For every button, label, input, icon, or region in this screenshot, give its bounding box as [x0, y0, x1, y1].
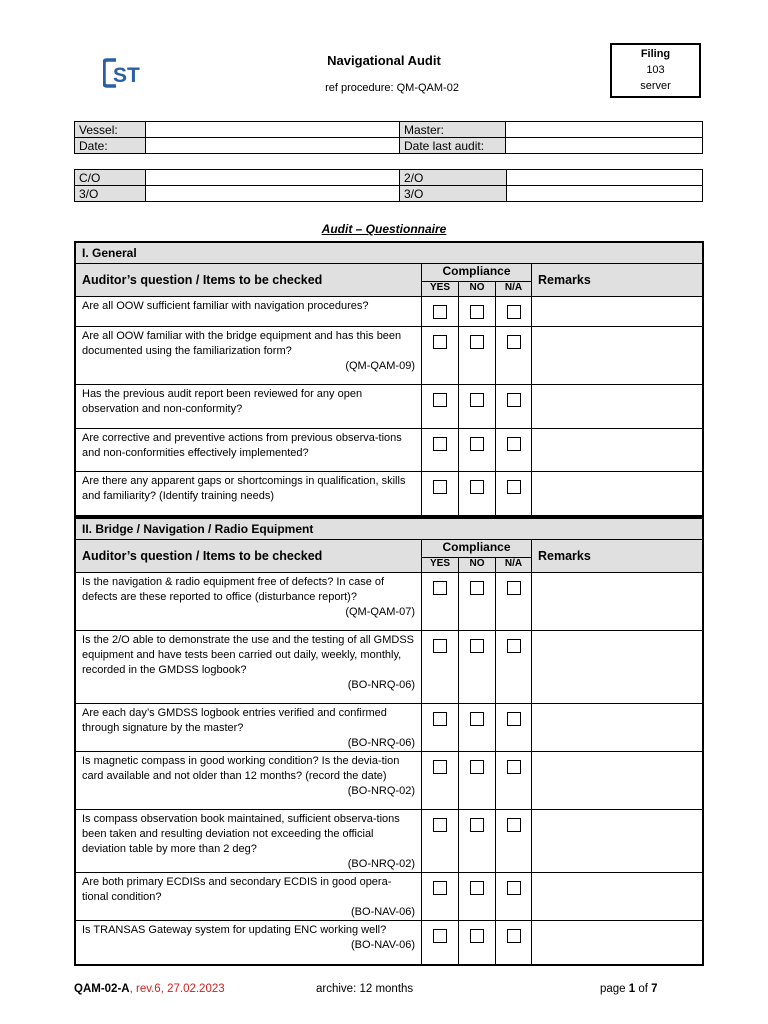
yes-checkbox[interactable] [433, 437, 447, 451]
na-checkbox[interactable] [507, 581, 521, 595]
ref-procedure: ref procedure: QM-QAM-02 [325, 82, 459, 94]
remarks-cell[interactable] [532, 704, 703, 752]
filing-number: 103 [646, 64, 665, 76]
yes-checkbox[interactable] [433, 760, 447, 774]
no-cell [459, 921, 496, 965]
question-reference: (BO-NRQ-02) [347, 785, 415, 797]
question-text: Is magnetic compass in good working condition? Is the devia-tion card available and not older than 12 months? (record the date) [82, 755, 400, 782]
yes-checkbox[interactable] [433, 393, 447, 407]
question-reference: (QM-QAM-07) [345, 606, 415, 618]
no-checkbox[interactable] [470, 639, 484, 653]
na-checkbox[interactable] [507, 335, 521, 349]
na-header: N/A [496, 282, 532, 297]
question-row [76, 327, 703, 385]
no-cell [459, 704, 496, 752]
na-cell [496, 385, 532, 429]
footer-doc-code: QAM-02-A [74, 983, 130, 995]
no-cell [459, 752, 496, 810]
yes-cell [422, 573, 459, 631]
third-officer-label-2: 3/O [400, 186, 507, 202]
na-checkbox[interactable] [507, 480, 521, 494]
second-officer-field[interactable] [507, 170, 703, 186]
no-cell [459, 385, 496, 429]
yes-cell [422, 297, 459, 327]
question-text: Is TRANSAS Gateway system for updating ENC working well? [82, 924, 387, 936]
question-text: Is the 2/O able to demonstrate the use and the testing of all GMDSS equipment and have tests been carried out daily, weekly, monthly, recorded in the GMDSS logbook? [82, 634, 415, 676]
na-checkbox[interactable] [507, 305, 521, 319]
third-officer-field-2[interactable] [507, 186, 703, 202]
question-row [76, 385, 703, 429]
na-cell [496, 429, 532, 472]
remarks-cell[interactable] [532, 573, 703, 631]
question-text: Has the previous audit report been reviewed for any open observation and non-conformity? [82, 388, 363, 415]
no-cell [459, 573, 496, 631]
question-text: Are all OOW familiar with the bridge equipment and has this been documented using the familiarization form? [82, 330, 402, 357]
question-cell [76, 327, 422, 385]
no-checkbox[interactable] [470, 881, 484, 895]
yes-cell [422, 810, 459, 873]
na-checkbox[interactable] [507, 437, 521, 451]
na-cell [496, 472, 532, 516]
remarks-cell[interactable] [532, 297, 703, 327]
question-cell [76, 810, 422, 873]
question-row [76, 472, 703, 516]
question-cell [76, 752, 422, 810]
question-reference: (BO-NAV-06) [351, 906, 415, 918]
audit-questionnaire-title: Audit – Questionnaire [321, 222, 447, 236]
remarks-cell[interactable] [532, 631, 703, 704]
date-label: Date: [75, 138, 146, 154]
vessel-info-table [74, 121, 703, 154]
question-cell [76, 631, 422, 704]
footer-archive: archive: 12 months [316, 983, 414, 995]
footer-page-prefix: page [600, 983, 629, 995]
footer-revision: , rev.6, 27.02.2023 [129, 983, 225, 995]
question-row [76, 873, 703, 921]
question-cell [76, 472, 422, 516]
no-cell [459, 873, 496, 921]
no-checkbox[interactable] [470, 818, 484, 832]
yes-cell [422, 385, 459, 429]
filing-box [610, 43, 701, 98]
na-cell [496, 631, 532, 704]
yes-checkbox[interactable] [433, 929, 447, 943]
vessel-label: Vessel: [75, 122, 146, 138]
question-cell [76, 297, 422, 327]
question-cell [76, 429, 422, 472]
question-row [76, 704, 703, 752]
question-reference: (BO-NRQ-06) [347, 737, 415, 749]
question-cell [76, 704, 422, 752]
question-row [76, 631, 703, 704]
filing-label: Filing [640, 48, 671, 60]
footer-page [600, 983, 658, 995]
na-checkbox[interactable] [507, 639, 521, 653]
section-bridge-questions [76, 573, 703, 965]
master-label: Master: [400, 122, 506, 138]
no-checkbox[interactable] [470, 712, 484, 726]
remarks-cell[interactable] [532, 921, 703, 965]
section-general-title: I. General [76, 243, 703, 264]
remarks-cell[interactable] [532, 810, 703, 873]
co-field[interactable] [146, 170, 400, 186]
no-cell [459, 472, 496, 516]
yes-cell [422, 429, 459, 472]
na-header: N/A [496, 558, 532, 573]
yes-checkbox[interactable] [433, 305, 447, 319]
crew-table [74, 169, 703, 202]
question-reference: (QM-QAM-09) [345, 360, 415, 372]
remarks-cell[interactable] [532, 385, 703, 429]
section-bridge-title: II. Bridge / Navigation / Radio Equipment [76, 519, 703, 540]
date-last-audit-label: Date last audit: [400, 138, 506, 154]
no-checkbox[interactable] [470, 305, 484, 319]
question-text: Are corrective and preventive actions from previous observa-tions and non-conformities effectively implemented? [82, 432, 402, 459]
question-row [76, 429, 703, 472]
yes-cell [422, 752, 459, 810]
date-last-audit-field[interactable] [506, 138, 703, 154]
footer-page-current: 1 [628, 983, 636, 995]
na-cell [496, 921, 532, 965]
footer-page-total: 7 [651, 983, 658, 995]
yes-cell [422, 472, 459, 516]
master-field[interactable] [506, 122, 703, 138]
na-checkbox[interactable] [507, 881, 521, 895]
section-general [74, 241, 704, 517]
no-cell [459, 297, 496, 327]
third-officer-label: 3/O [75, 186, 146, 202]
question-text: Are there any apparent gaps or shortcomings in qualification, skills and familiarity? (Identify training needs) [82, 475, 406, 502]
second-officer-label: 2/O [400, 170, 507, 186]
yes-cell [422, 704, 459, 752]
question-cell [76, 873, 422, 921]
no-header: NO [459, 282, 496, 297]
no-checkbox[interactable] [470, 760, 484, 774]
question-cell [76, 573, 422, 631]
yes-header: YES [422, 558, 459, 573]
question-text: Are each day’s GMDSS logbook entries verified and confirmed through signature by the master? [82, 707, 387, 734]
na-cell [496, 297, 532, 327]
yes-checkbox[interactable] [433, 818, 447, 832]
yes-cell [422, 921, 459, 965]
question-row [76, 752, 703, 810]
no-cell [459, 810, 496, 873]
question-text: Are both primary ECDISs and secondary ECDIS in good opera-tional condition? [82, 876, 392, 903]
na-checkbox[interactable] [507, 712, 521, 726]
filing-location: server [640, 80, 671, 92]
question-row [76, 297, 703, 327]
question-reference: (BO-NRQ-06) [347, 679, 415, 691]
no-checkbox[interactable] [470, 335, 484, 349]
compliance-header: Compliance [422, 540, 532, 558]
na-cell [496, 327, 532, 385]
yes-cell [422, 327, 459, 385]
remarks-cell[interactable] [532, 429, 703, 472]
remarks-header: Remarks [532, 264, 703, 297]
third-officer-field[interactable] [146, 186, 400, 202]
page-title: Navigational Audit [327, 53, 441, 68]
no-checkbox[interactable] [470, 480, 484, 494]
no-header: NO [459, 558, 496, 573]
na-cell [496, 704, 532, 752]
logo-text: ST [113, 64, 140, 87]
remarks-cell[interactable] [532, 873, 703, 921]
na-cell [496, 573, 532, 631]
footer-page-of: of [635, 983, 652, 995]
no-cell [459, 429, 496, 472]
yes-checkbox[interactable] [433, 639, 447, 653]
remarks-cell[interactable] [532, 472, 703, 516]
na-cell [496, 873, 532, 921]
yes-checkbox[interactable] [433, 881, 447, 895]
question-cell [76, 385, 422, 429]
question-text: Is the navigation & radio equipment free of defects? In case of defects are these reported to office (disturbance report)? [82, 576, 385, 603]
question-cell [76, 921, 422, 965]
remarks-cell[interactable] [532, 327, 703, 385]
question-column-header: Auditor’s question / Items to be checked [76, 540, 422, 573]
yes-cell [422, 631, 459, 704]
question-row [76, 921, 703, 965]
yes-checkbox[interactable] [433, 335, 447, 349]
no-checkbox[interactable] [470, 581, 484, 595]
question-reference: (BO-NRQ-02) [347, 858, 415, 870]
remarks-cell[interactable] [532, 752, 703, 810]
na-checkbox[interactable] [507, 760, 521, 774]
footer-doc-id [74, 983, 225, 995]
na-cell [496, 810, 532, 873]
question-row [76, 573, 703, 631]
no-checkbox[interactable] [470, 437, 484, 451]
question-text: Are all OOW sufficient familiar with navigation procedures? [82, 300, 369, 312]
no-cell [459, 327, 496, 385]
no-checkbox[interactable] [470, 929, 484, 943]
question-row [76, 810, 703, 873]
yes-checkbox[interactable] [433, 581, 447, 595]
section-bridge-equipment [74, 517, 704, 966]
compliance-header: Compliance [422, 264, 532, 282]
no-checkbox[interactable] [470, 393, 484, 407]
date-field[interactable] [146, 138, 400, 154]
section-general-questions [76, 297, 703, 516]
question-reference: (BO-NAV-06) [351, 939, 415, 951]
na-checkbox[interactable] [507, 393, 521, 407]
na-cell [496, 752, 532, 810]
na-checkbox[interactable] [507, 929, 521, 943]
na-checkbox[interactable] [507, 818, 521, 832]
yes-checkbox[interactable] [433, 480, 447, 494]
question-text: Is compass observation book maintained, sufficient observa-tions been taken and resulting deviation not exceeding the official deviation table by more than 2 deg? [82, 813, 400, 855]
question-column-header: Auditor’s question / Items to be checked [76, 264, 422, 297]
vessel-field[interactable] [146, 122, 400, 138]
yes-header: YES [422, 282, 459, 297]
co-label: C/O [75, 170, 146, 186]
remarks-header: Remarks [532, 540, 703, 573]
yes-cell [422, 873, 459, 921]
no-cell [459, 631, 496, 704]
yes-checkbox[interactable] [433, 712, 447, 726]
